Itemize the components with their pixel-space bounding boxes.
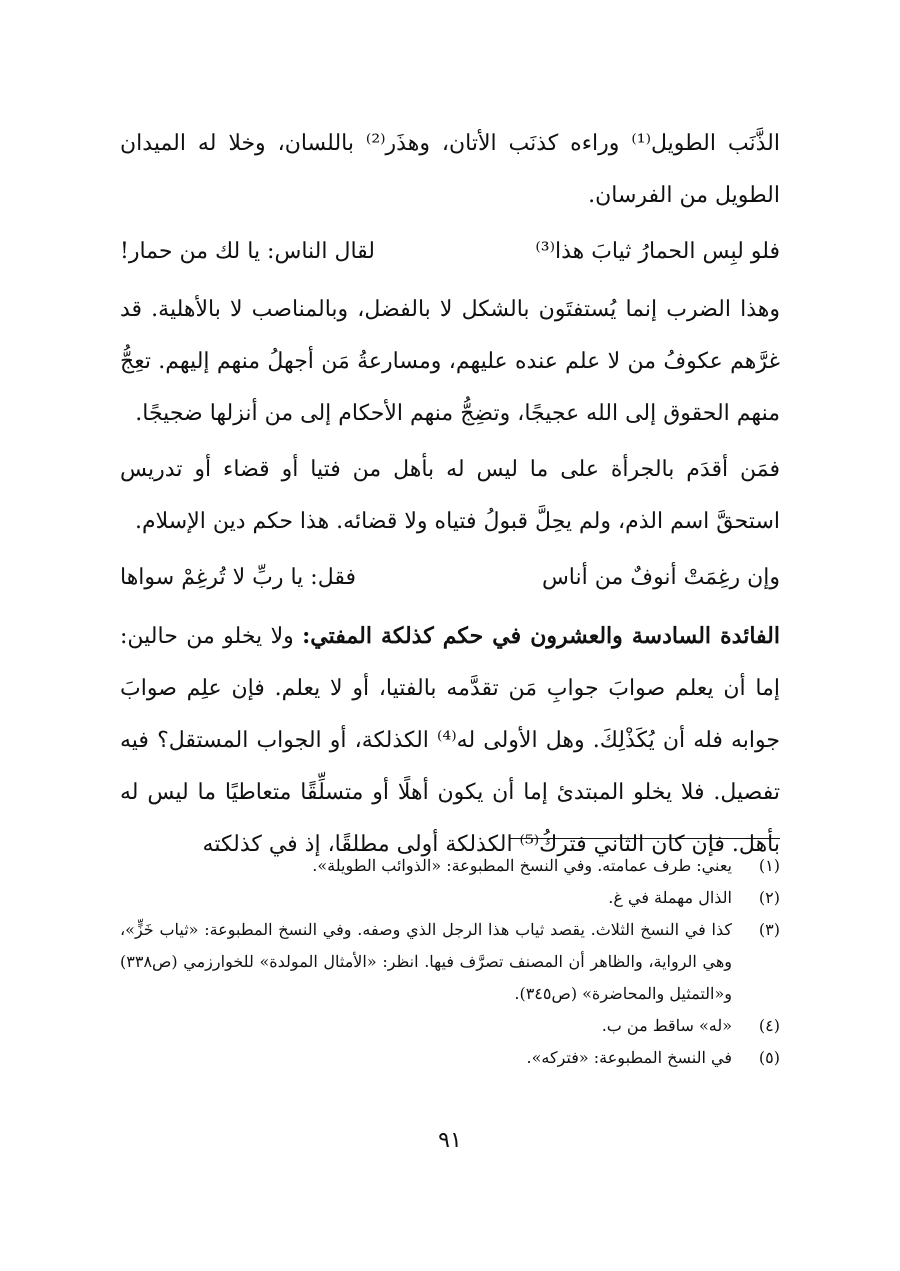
footnote-number: (٥) [758, 1048, 780, 1067]
verse-1-first-hemistich: فلو لبِس الحمارُ ثيابَ هذا⁽³⁾ [535, 239, 780, 264]
paragraph-2: وهذا الضرب إنما يُستفتَون بالشكل لا بالفضل، وبالمناصب لا بالأهلية. قد غرَّهم عكوفُ من لا علم عنده عليهم، ومسارعةُ مَن أجهلُ منهم إليهم. تعِجُّ منهم الحقوق إلى الله عجيجًا، وتضِجُّ منهم الأحكام إلى من أنزلها ضجيجًا. [120, 297, 780, 426]
footnote-number: (٤) [758, 1016, 780, 1035]
footnote-4 [120, 1010, 780, 1042]
verse-2-first-hemistich: وإن رغِمَتْ أنوفٌ من أناس [541, 565, 780, 590]
footnote-3 [120, 914, 780, 1010]
footnote-text: الذال مهملة في غ. [608, 888, 732, 907]
paragraph-1: الذَّنَب الطويل⁽¹⁾ وراءه كذنَب الأتان، وهذَر⁽²⁾ باللسان، وخلا له الميدان الطويل من الفرسان. [120, 131, 780, 208]
footnote-2 [120, 882, 780, 914]
footnote-text: «له» ساقط من ب. [601, 1016, 732, 1035]
paragraph-3: فمَن أقدَم بالجرأة على ما ليس له بأهل من فتيا أو قضاء أو تدريس استحقَّ اسم الذم، ولم يحِلَّ قبولُ فتياه ولا قضائه. هذا حكم دين الإسلام. [120, 457, 780, 534]
footnote-text: في النسخ المطبوعة: «فتركه». [526, 1048, 732, 1067]
verse-1 [120, 226, 780, 278]
footnote-5 [120, 1042, 780, 1074]
paragraph-4-text: ولا يخلو من حالين: إما أن يعلم صوابَ جوابِ مَن تقدَّمه بالفتيا، أو لا يعلم. فإن علِم صوابَ جوابه فله أن يُكَذْلِكَ. وهل الأولى له⁽⁴⁾ الكذلكة، أو الجواب المستقل؟ فيه تفصيل. فلا يخلو المبتدئ إما أن يكون أهلًا أو متسلِّقًا متعاطيًا ما ليس له بأهل. فإن كان الثاني فتركُ⁽⁵⁾ الكذلكة أولى مطلقًا، إذ في كذلكته [120, 624, 780, 857]
footnote-text: كذا في النسخ الثلاث. يقصد ثياب هذا الرجل الذي وصفه. وفي النسخ المطبوعة: «ثياب خَزٍّ»، وهي الرواية، والظاهر أن المصنف تصرَّف فيها. انظر: «الأمثال المولدة» للخوارزمي (ص٣٣٨) و«التمثيل والمحاضرة» (ص٣٤٥). [120, 920, 732, 1003]
verse-1-second-hemistich: لقال الناس: يا لك من حمار! [120, 239, 375, 264]
paragraph-4 [120, 610, 780, 871]
footnote-number: (٣) [758, 920, 780, 939]
section-heading: الفائدة السادسة والعشرون في حكم كذلكة المفتي: [302, 623, 780, 649]
footnote-divider [510, 838, 780, 839]
footnote-1 [120, 850, 780, 882]
footnote-number: (١) [758, 856, 780, 875]
footnotes [120, 850, 780, 1074]
footnote-number: (٢) [758, 888, 780, 907]
main-text [120, 118, 780, 871]
footnote-text: يعني: طرف عمامته. وفي النسخ المطبوعة: «الذوائب الطويلة». [312, 856, 732, 875]
page-number: ٩١ [438, 1128, 462, 1153]
verse-2 [120, 552, 780, 604]
verse-2-second-hemistich: فقل: يا ربِّ لا تُرغِمْ سواها [120, 565, 357, 590]
